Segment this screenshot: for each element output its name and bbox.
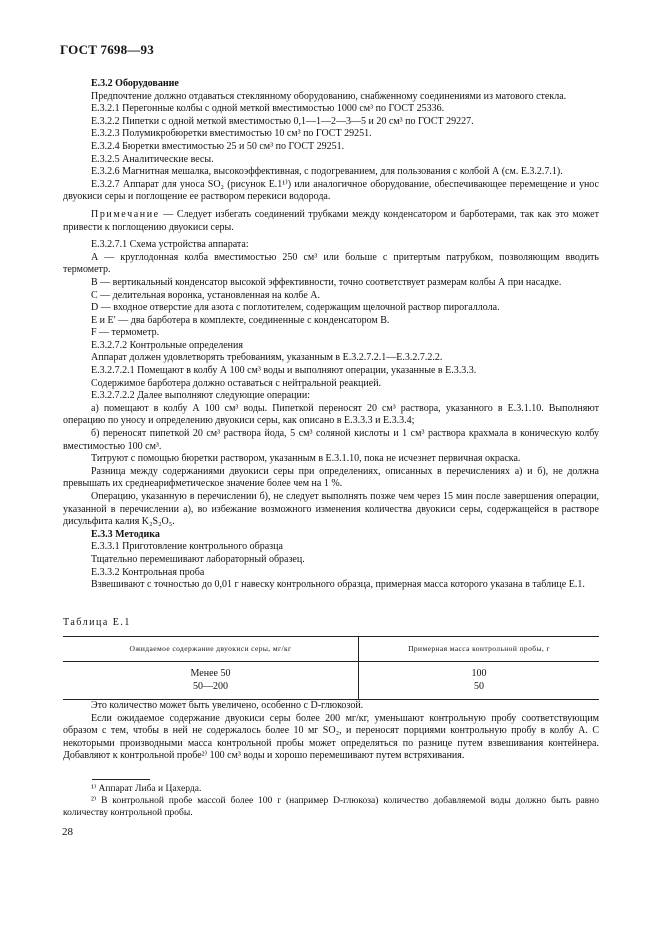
footnote-2: ²⁾ В контрольной пробе массой более 100 г (например D-глюкоза) количество добавляемой воды должно быть равно количеству контрольной пробы. (63, 796, 599, 818)
scheme-item: С — делительная воронка, установленная на колбе А. (91, 289, 321, 301)
method-item: Взвешивают с точностью до 0,01 г навеску контрольного образца, примерная масса которого указана в таблице Е.1. (91, 579, 585, 591)
page-number: 28 (62, 826, 73, 838)
equipment-item: Е.3.2.6 Магнитная мешалка, высокоэффективная, с подогреванием, для пользования с колбой А (см. Е.3.2.7.1). (91, 166, 563, 178)
table-header-row (63, 637, 599, 662)
method-item: Тщательно перемешивают лабораторный образец. (91, 553, 305, 565)
table-header-content: Ожидаемое содержание двуокиси серы, мг/кг (63, 637, 359, 662)
footnote-divider (92, 779, 150, 780)
note-text: — Следует избегать соединений трубками между конденсатором и барботерами, так как это может привести к поглощению двуокиси серы. (63, 208, 599, 233)
equipment-item: Е.3.2.7 Аппарат для уноса SO₂ (рисунок Е.1¹⁾) или аналогичное оборудование, обеспечивающее перемещение и унос двуокиси серы и поглощение ее раствором перекиси водорода. (63, 178, 599, 203)
control-item: а) помещают в колбу А 100 см³ воды. Пипеткой переносят 20 см³ раствора, указанного в Е.3.1.10. Выполняют операцию по уносу и определению двуокиси серы, как описано в Е.3.3.3 и Е.3.3.4; (63, 402, 599, 427)
note-label: Примечание (91, 208, 160, 220)
control-item: Аппарат должен удовлетворять требованиям, указанным в Е.3.2.7.2.1—Е.3.2.7.2.2. (91, 352, 443, 364)
footnotes (63, 783, 599, 819)
table-caption: Таблица Е.1 (63, 617, 131, 628)
equipment-item: Е.3.2.3 Полумикробюретки вместимостью 10 см³ по ГОСТ 29251. (91, 128, 372, 140)
control-item: Е.3.2.7.2.2 Далее выполняют следующие операции: (91, 390, 310, 402)
control-item: Содержимое барботера должно оставаться с нейтральной реакцией. (91, 377, 382, 389)
cell-value: 50—200 (193, 680, 228, 692)
scheme-item: В — вертикальный конденсатор высокой эффективности, точно соответствует размерам колбы А при насадке. (91, 276, 562, 288)
equipment-item: Е.3.2.4 Бюретки вместимостью 25 и 50 см³ по ГОСТ 29251. (91, 140, 345, 152)
data-table (63, 636, 599, 700)
control-item: Разница между содержаниями двуокиси серы при определениях, описанных в перечислениях а) и б), не должна превышать их среднеарифметическое значение более чем на 1 %. (63, 465, 599, 490)
table-cell-mass (359, 662, 600, 700)
paragraph: Предпочтение должно отдаваться стеклянному оборудованию, снабженному соединениями из матового стекла. (91, 90, 567, 102)
main-text (63, 78, 599, 592)
control-item: Операцию, указанную в перечислении б), не следует выполнять позже чем через 15 мин после завершения операции, указанной в перечислении а), во избежание возможного изменения количества двуокиси серы, содержащейся в растворе дисульфита калия K₂S₂O₅. (63, 491, 599, 528)
scheme-item: F — термометр. (91, 327, 160, 339)
control-item: б) переносят пипеткой 20 см³ раствора йода, 5 см³ соляной кислоты и 1 см³ раствора крахмала в коническую колбу вместимостью 100 см³. (63, 428, 599, 452)
footnote-1: ¹⁾ Аппарат Либа и Цахерда. (91, 784, 202, 794)
cell-value: Менее 50 (190, 668, 231, 679)
scheme-item: D — входное отверстие для азота с поглотителем, содержащим щелочной раствор пирогаллола. (91, 302, 500, 314)
table-row (63, 662, 599, 700)
scheme-item: А — круглодонная колба вместимостью 250 см³ или больше с притертым патрубком, позволяющим вводить термометр. (63, 251, 599, 276)
control-item: Е.3.2.7.2.1 Помещают в колбу А 100 см³ воды и выполняют операции, указанные в Е.3.3.3. (91, 365, 477, 377)
scheme-item: Е и Е′ — два барботера в комплекте, соединенные с конденсатором В. (91, 314, 390, 326)
table-cell-content (63, 662, 359, 700)
section-heading-method: Е.3.3 Методика (91, 528, 160, 540)
paragraph: Если ожидаемое содержание двуокиси серы более 200 мг/кг, уменьшают контрольную пробу соответствующим образом с тем, чтобы в ней не содержалось более 10 мг SO₂, и переносят порциями контрольную пробу в колбу А. С некоторыми производными масса контрольной пробы может определяться по разнице путем взвешивания контейнера. Добавляют к контрольной пробе²⁾ 100 см³ воды и хорошо перемешивают путем встряхивания. (63, 712, 599, 762)
cell-value: 50 (474, 680, 484, 692)
post-table-text (63, 700, 599, 763)
control-item: Титруют с помощью бюретки раствором, указанным в Е.3.1.10, пока не исчезнет первичная окраска. (91, 453, 521, 465)
paragraph: Это количество может быть увеличено, особенно с D-глюкозой. (91, 700, 364, 711)
equipment-item: Е.3.2.2 Пипетки с одной меткой вместимостью 0,1—1—2—3—5 и 20 см³ по ГОСТ 29227. (91, 115, 474, 127)
section-heading-equipment: Е.3.2 Оборудование (91, 78, 179, 89)
cell-value: 100 (471, 668, 487, 679)
page-header-title: ГОСТ 7698—93 (60, 42, 154, 57)
method-item: Е.3.3.1 Приготовление контрольного образца (91, 541, 283, 553)
scheme-title: Е.3.2.7.1 Схема устройства аппарата: (91, 239, 249, 251)
note (63, 209, 599, 234)
equipment-item: Е.3.2.5 Аналитические весы. (91, 153, 214, 165)
equipment-item: Е.3.2.1 Перегонные колбы с одной меткой вместимостью 1000 см³ по ГОСТ 25336. (91, 103, 445, 115)
control-item: Е.3.2.7.2 Контрольные определения (91, 339, 243, 351)
method-item: Е.3.3.2 Контрольная проба (91, 566, 205, 578)
table-header-mass: Примерная масса контрольной пробы, г (359, 637, 600, 662)
